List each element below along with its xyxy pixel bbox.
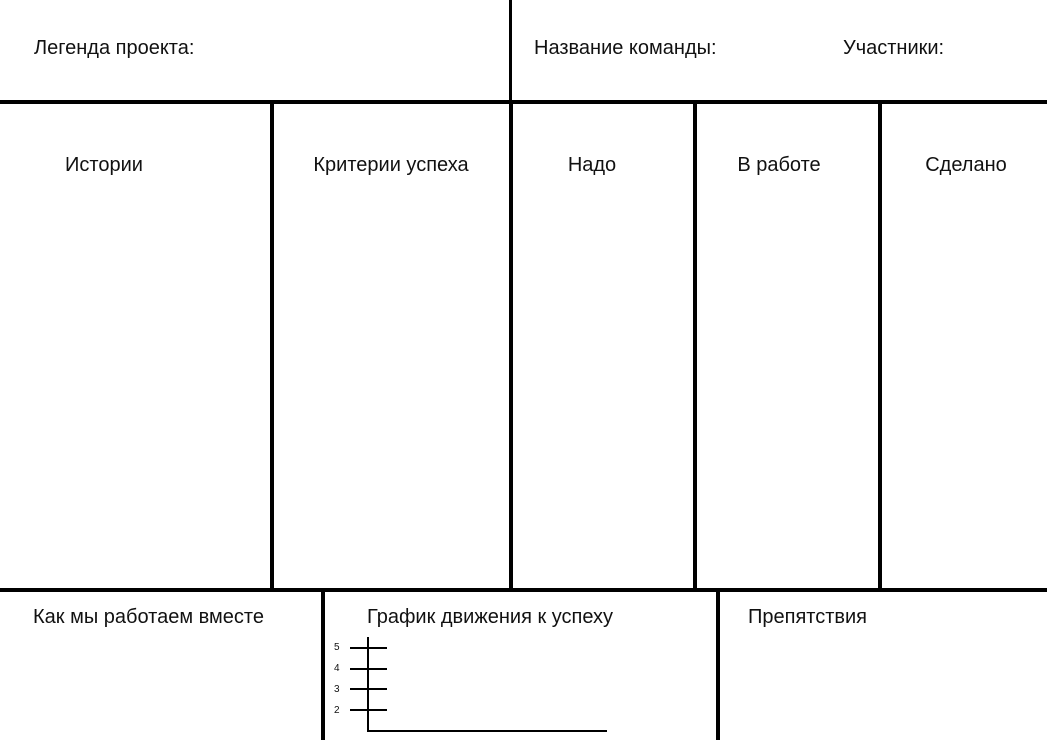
participants-label: Участники: bbox=[843, 37, 945, 59]
progress-chart-label: График движения к успеху bbox=[367, 606, 614, 628]
column-label-done: Сделано bbox=[925, 154, 1007, 176]
progress-chart-tick-label-3: 3 bbox=[334, 684, 340, 695]
footer-divider-2 bbox=[716, 590, 720, 740]
progress-chart-tick-label-5: 5 bbox=[334, 642, 340, 653]
project-legend-label: Легенда проекта: bbox=[34, 37, 195, 59]
column-divider-2 bbox=[509, 102, 513, 589]
header-divider-vertical bbox=[509, 0, 512, 101]
column-divider-1 bbox=[270, 102, 274, 589]
progress-chart-tick-label-4: 4 bbox=[334, 663, 340, 674]
header-bottom-line bbox=[0, 100, 1047, 104]
obstacles-label: Препятствия bbox=[748, 606, 868, 628]
column-label-todo: Надо bbox=[567, 154, 617, 176]
progress-chart-tick-label-2: 2 bbox=[334, 705, 340, 716]
column-divider-3 bbox=[693, 104, 697, 589]
footer-divider-1 bbox=[321, 590, 325, 740]
team-name-label: Название команды: bbox=[534, 37, 717, 59]
how-we-work-label: Как мы работаем вместе bbox=[33, 606, 264, 628]
column-label-success-criteria: Критерии успеха bbox=[313, 154, 469, 176]
column-label-in-progress: В работе bbox=[737, 154, 821, 176]
footer-top-line bbox=[0, 588, 1047, 592]
column-divider-4 bbox=[878, 104, 882, 589]
column-label-stories: Истории bbox=[65, 154, 143, 176]
